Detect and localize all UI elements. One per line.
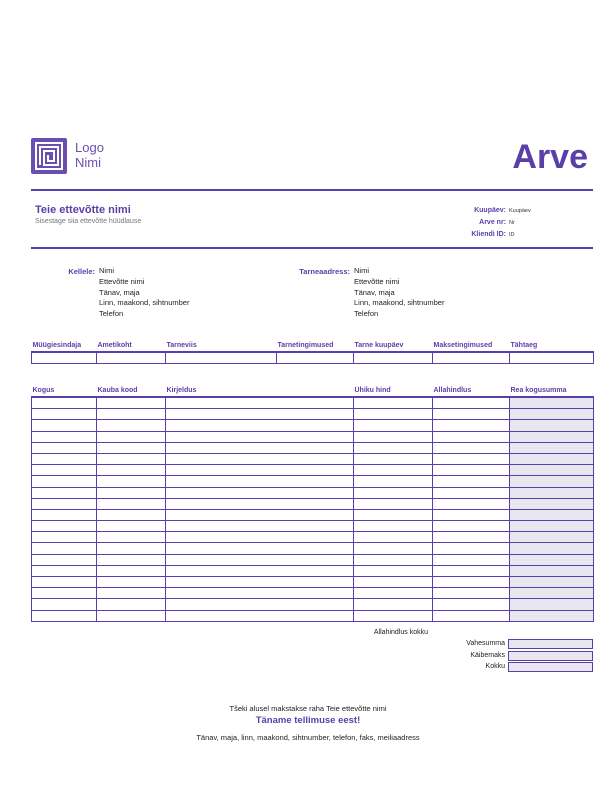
- total-label: Kokku: [485, 663, 505, 670]
- item-cell[interactable]: [97, 431, 166, 442]
- item-cell[interactable]: [354, 397, 433, 409]
- item-cell[interactable]: [166, 476, 354, 487]
- items-header: Kirjeldus: [166, 386, 354, 397]
- item-cell[interactable]: [97, 543, 166, 554]
- item-cell[interactable]: [433, 610, 510, 621]
- shipping-cell[interactable]: [166, 352, 277, 364]
- shipping-cell[interactable]: [32, 352, 97, 364]
- item-cell[interactable]: [32, 532, 97, 543]
- items-header: Kogus: [32, 386, 97, 397]
- item-cell[interactable]: [354, 453, 433, 464]
- item-cell[interactable]: [32, 565, 97, 576]
- item-cell[interactable]: [510, 397, 594, 409]
- item-cell[interactable]: [166, 565, 354, 576]
- table-row: [32, 498, 594, 509]
- item-cell[interactable]: [97, 397, 166, 409]
- item-cell[interactable]: [32, 543, 97, 554]
- table-row: [32, 532, 594, 543]
- item-cell[interactable]: [166, 420, 354, 431]
- bill-to-label: Kellele:: [68, 267, 95, 276]
- item-cell[interactable]: [32, 431, 97, 442]
- shipping-header: Tarnetingimused: [277, 341, 354, 352]
- item-cell[interactable]: [510, 487, 594, 498]
- ship-to-line: Tänav, maja: [354, 287, 395, 297]
- item-cell[interactable]: [166, 431, 354, 442]
- item-cell[interactable]: [433, 409, 510, 420]
- item-cell[interactable]: [510, 431, 594, 442]
- payable-prefix: Tšeki alusel makstakse raha: [229, 704, 325, 713]
- item-cell[interactable]: [510, 509, 594, 520]
- item-cell[interactable]: [97, 554, 166, 565]
- table-row: [32, 465, 594, 476]
- meta-client-value: ID: [509, 232, 515, 238]
- bill-to-line: Tänav, maja: [99, 287, 140, 297]
- company-name: Teie ettevõtte nimi: [35, 204, 131, 216]
- item-cell[interactable]: [32, 554, 97, 565]
- bill-to-address: [99, 266, 189, 320]
- table-row: [32, 397, 594, 409]
- item-cell[interactable]: [166, 532, 354, 543]
- item-cell[interactable]: [32, 610, 97, 621]
- item-cell[interactable]: [32, 599, 97, 610]
- item-cell[interactable]: [510, 610, 594, 621]
- item-cell[interactable]: [354, 420, 433, 431]
- table-row: [32, 453, 594, 464]
- item-cell[interactable]: [32, 509, 97, 520]
- items-table: [31, 386, 594, 622]
- thank-you-message: Täname tellimuse eest!: [255, 715, 361, 726]
- item-cell[interactable]: [433, 453, 510, 464]
- invoice-meta: [426, 207, 531, 243]
- item-cell[interactable]: [510, 498, 594, 509]
- item-cell[interactable]: [166, 442, 354, 453]
- item-cell[interactable]: [510, 465, 594, 476]
- payable-name: Teie ettevõtte nimi: [326, 704, 387, 713]
- item-cell[interactable]: [510, 577, 594, 588]
- item-cell[interactable]: [510, 588, 594, 599]
- item-cell[interactable]: [510, 409, 594, 420]
- item-cell[interactable]: [433, 498, 510, 509]
- ship-to-line: Linn, maakond, sihtnumber: [354, 298, 445, 308]
- shipping-header: Tarne kuupäev: [354, 341, 433, 352]
- shipping-row: [32, 352, 594, 364]
- item-cell[interactable]: [433, 543, 510, 554]
- item-cell[interactable]: [433, 509, 510, 520]
- item-cell[interactable]: [433, 554, 510, 565]
- item-cell[interactable]: [97, 532, 166, 543]
- meta-date-value: Kuupäev: [509, 208, 531, 214]
- item-cell[interactable]: [354, 565, 433, 576]
- item-cell[interactable]: [354, 610, 433, 621]
- item-cell[interactable]: [32, 521, 97, 532]
- logo-line-2: Nimi: [75, 155, 101, 170]
- shipping-header: Tarneviis: [166, 341, 277, 352]
- item-cell[interactable]: [32, 577, 97, 588]
- item-cell[interactable]: [32, 498, 97, 509]
- item-cell[interactable]: [97, 465, 166, 476]
- item-cell[interactable]: [97, 565, 166, 576]
- item-cell[interactable]: [354, 409, 433, 420]
- item-cell[interactable]: [97, 420, 166, 431]
- item-cell[interactable]: [166, 543, 354, 554]
- item-cell[interactable]: [433, 487, 510, 498]
- item-cell[interactable]: [433, 476, 510, 487]
- maze-logo-icon: [31, 138, 67, 174]
- item-cell[interactable]: [97, 453, 166, 464]
- shipping-cell[interactable]: [354, 352, 433, 364]
- items-header: Ühiku hind: [354, 386, 433, 397]
- item-cell[interactable]: [354, 543, 433, 554]
- shipping-header: Tähtaeg: [510, 341, 594, 352]
- table-row: [32, 599, 594, 610]
- item-cell[interactable]: [97, 409, 166, 420]
- meta-number-row: [426, 219, 531, 231]
- item-cell[interactable]: [510, 532, 594, 543]
- item-cell[interactable]: [433, 565, 510, 576]
- table-row: [32, 476, 594, 487]
- item-cell[interactable]: [510, 521, 594, 532]
- total-field[interactable]: [508, 662, 593, 672]
- item-cell[interactable]: [97, 476, 166, 487]
- company-slogan: Sisestage siia ettevõtte hüüdlause: [35, 218, 142, 225]
- item-cell[interactable]: [166, 409, 354, 420]
- table-row: [32, 543, 594, 554]
- shipping-cell[interactable]: [277, 352, 354, 364]
- item-cell[interactable]: [97, 588, 166, 599]
- item-cell[interactable]: [166, 453, 354, 464]
- logo-placeholder: [75, 140, 104, 170]
- ship-to-line: Nimi: [354, 266, 369, 275]
- item-cell[interactable]: [166, 498, 354, 509]
- item-cell[interactable]: [433, 465, 510, 476]
- item-cell[interactable]: [510, 599, 594, 610]
- item-cell[interactable]: [32, 397, 97, 409]
- items-header: Kauba kood: [97, 386, 166, 397]
- subtotal-label: Vahesumma: [466, 640, 505, 647]
- item-cell[interactable]: [354, 465, 433, 476]
- item-cell[interactable]: [433, 532, 510, 543]
- table-row: [32, 588, 594, 599]
- item-cell[interactable]: [97, 599, 166, 610]
- shipping-header: Ametikoht: [97, 341, 166, 352]
- item-cell[interactable]: [166, 509, 354, 520]
- item-cell[interactable]: [32, 409, 97, 420]
- item-cell[interactable]: [97, 509, 166, 520]
- header-divider: [31, 189, 593, 191]
- item-cell[interactable]: [97, 498, 166, 509]
- shipping-header: Müügiesindaja: [32, 341, 97, 352]
- item-cell[interactable]: [166, 397, 354, 409]
- item-cell[interactable]: [32, 588, 97, 599]
- bill-to-line: Telefon: [99, 309, 124, 319]
- item-cell[interactable]: [32, 453, 97, 464]
- item-cell[interactable]: [354, 509, 433, 520]
- table-row: [32, 509, 594, 520]
- item-cell[interactable]: [433, 588, 510, 599]
- item-cell[interactable]: [166, 554, 354, 565]
- invoice-title: Arve: [512, 138, 588, 176]
- table-row: [32, 577, 594, 588]
- table-row: [32, 409, 594, 420]
- bill-to-line: Ettevõtte nimi: [99, 276, 145, 286]
- item-cell[interactable]: [354, 532, 433, 543]
- meta-client-row: [426, 231, 531, 243]
- item-cell[interactable]: [354, 521, 433, 532]
- item-cell[interactable]: [166, 465, 354, 476]
- logo-mark: [31, 138, 67, 174]
- item-cell[interactable]: [166, 599, 354, 610]
- bill-to-line: Nimi: [99, 266, 114, 275]
- tax-field[interactable]: [508, 651, 593, 661]
- item-cell[interactable]: [354, 588, 433, 599]
- tax-label: Käibemaks: [470, 652, 505, 659]
- item-cell[interactable]: [433, 521, 510, 532]
- logo-line-1: Logo: [75, 140, 104, 155]
- table-row: [32, 442, 594, 453]
- item-cell[interactable]: [32, 465, 97, 476]
- footer-address: Tänav, maja, linn, maakond, sihtnumber, telefon, faks, meiliaadress: [196, 733, 420, 742]
- item-cell[interactable]: [97, 442, 166, 453]
- discount-total-label: Allahindlus kokku: [373, 629, 428, 636]
- item-cell[interactable]: [97, 521, 166, 532]
- item-cell[interactable]: [166, 610, 354, 621]
- item-cell[interactable]: [354, 487, 433, 498]
- table-row: [32, 521, 594, 532]
- bill-to-line: Linn, maakond, sihtnumber: [99, 298, 190, 308]
- item-cell[interactable]: [510, 453, 594, 464]
- shipping-cell[interactable]: [433, 352, 510, 364]
- item-cell[interactable]: [510, 420, 594, 431]
- item-cell[interactable]: [166, 577, 354, 588]
- table-row: [32, 554, 594, 565]
- item-cell[interactable]: [433, 442, 510, 453]
- item-cell[interactable]: [510, 554, 594, 565]
- item-cell[interactable]: [97, 577, 166, 588]
- table-row: [32, 565, 594, 576]
- shipping-cell[interactable]: [97, 352, 166, 364]
- items-header: Allahindlus: [433, 386, 510, 397]
- item-cell[interactable]: [433, 431, 510, 442]
- item-cell[interactable]: [97, 487, 166, 498]
- table-row: [32, 487, 594, 498]
- item-cell[interactable]: [510, 476, 594, 487]
- item-cell[interactable]: [166, 487, 354, 498]
- subtotal-field[interactable]: [508, 639, 593, 649]
- meta-date-row: [426, 207, 531, 219]
- item-cell[interactable]: [433, 577, 510, 588]
- item-cell[interactable]: [32, 476, 97, 487]
- item-cell[interactable]: [510, 543, 594, 554]
- payable-note: [0, 704, 616, 713]
- item-cell[interactable]: [97, 610, 166, 621]
- shipping-cell[interactable]: [510, 352, 594, 364]
- ship-to-address: [354, 266, 444, 320]
- item-cell[interactable]: [32, 487, 97, 498]
- table-row: [32, 431, 594, 442]
- ship-to-line: Ettevõtte nimi: [354, 276, 400, 286]
- ship-to-label: Tarneaadress:: [299, 267, 350, 276]
- meta-date-label: Kuupäev:: [474, 207, 506, 214]
- item-cell[interactable]: [354, 554, 433, 565]
- item-cell[interactable]: [354, 476, 433, 487]
- meta-number-value: Nr: [509, 220, 515, 226]
- item-cell[interactable]: [433, 420, 510, 431]
- item-cell[interactable]: [166, 588, 354, 599]
- item-cell[interactable]: [32, 420, 97, 431]
- item-cell[interactable]: [433, 397, 510, 409]
- meta-client-label: Kliendi ID:: [471, 231, 506, 238]
- items-header: Rea kogusumma: [510, 386, 594, 397]
- meta-number-label: Arve nr:: [479, 219, 506, 226]
- item-cell[interactable]: [510, 565, 594, 576]
- item-cell[interactable]: [354, 431, 433, 442]
- item-cell[interactable]: [354, 599, 433, 610]
- table-row: [32, 420, 594, 431]
- item-cell[interactable]: [166, 521, 354, 532]
- item-cell[interactable]: [354, 577, 433, 588]
- shipping-table: [31, 341, 594, 364]
- item-cell[interactable]: [32, 442, 97, 453]
- company-divider: [31, 247, 593, 249]
- ship-to-line: Telefon: [354, 309, 379, 319]
- item-cell[interactable]: [354, 498, 433, 509]
- item-cell[interactable]: [433, 599, 510, 610]
- shipping-header: Maksetingimused: [433, 341, 510, 352]
- item-cell[interactable]: [510, 442, 594, 453]
- table-row: [32, 610, 594, 621]
- item-cell[interactable]: [354, 442, 433, 453]
